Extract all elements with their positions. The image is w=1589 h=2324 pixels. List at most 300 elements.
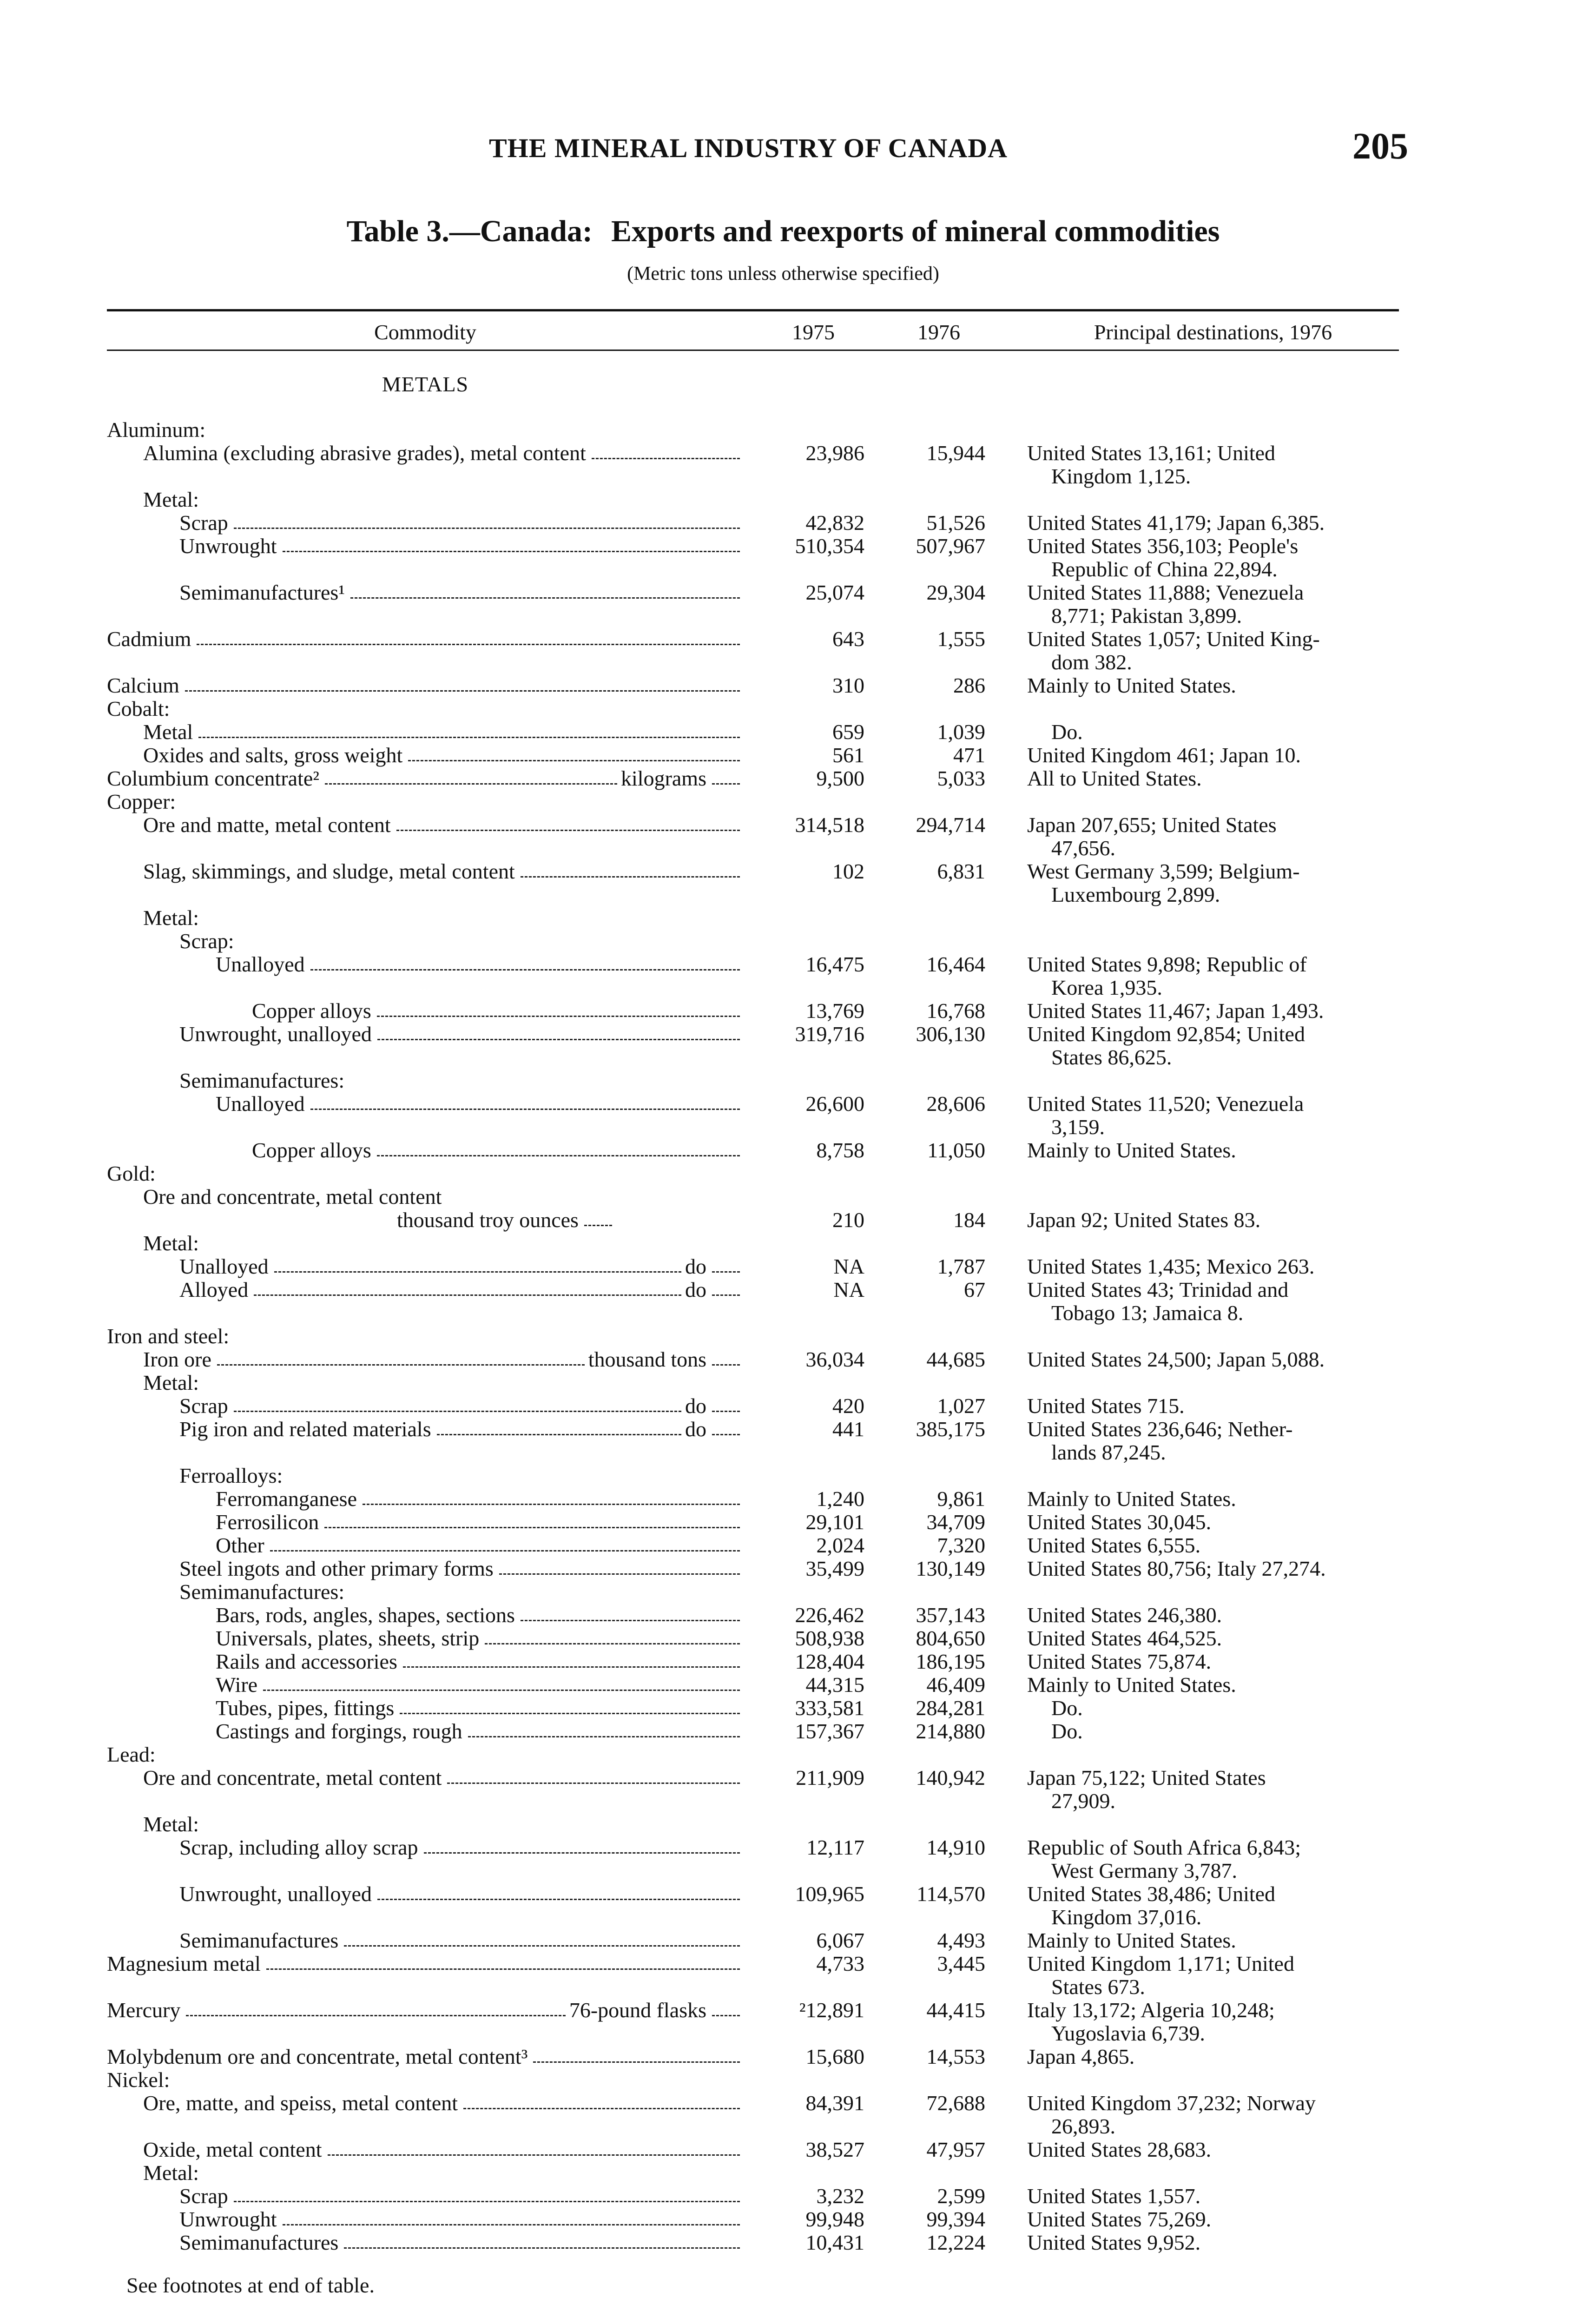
value-1976: 3,445 [937, 1952, 985, 1975]
table-row [0, 859, 1589, 906]
unit-label: 76-pound flasks [569, 1999, 706, 2022]
dot-leader [377, 1016, 740, 1017]
destinations-cell [1027, 860, 1399, 906]
value-1976: 6,831 [937, 859, 985, 883]
value-1976: 9,861 [937, 1487, 985, 1511]
dot-leader [344, 1945, 740, 1947]
table-row [0, 1766, 1589, 1813]
table-row [0, 1650, 1589, 1673]
destinations-cell [1027, 1208, 1399, 1232]
dot-leader [234, 1411, 681, 1412]
dot-leader [363, 1504, 740, 1505]
commodity-label: Semimanufactures¹ [179, 581, 345, 604]
value-1976: 471 [953, 743, 985, 767]
destinations-cell [1027, 1929, 1399, 1952]
value-1976: 114,570 [916, 1882, 985, 1906]
table-row [0, 1743, 1589, 1766]
destinations-cell [1027, 1394, 1399, 1418]
destinations-line: Do. [1051, 1696, 1083, 1720]
table-row [0, 1255, 1589, 1278]
value-1976: 16,768 [926, 999, 985, 1023]
commodity-cell [107, 1557, 744, 1580]
table-row [0, 2185, 1589, 2208]
destinations-cell [1027, 999, 1399, 1023]
commodity-label: Unwrought, unalloyed [179, 1023, 372, 1046]
value-1975: 226,462 [795, 1603, 864, 1627]
commodity-cell [107, 1627, 744, 1650]
column-header-destinations: Principal destinations, 1976 [1094, 320, 1332, 344]
destinations-cell [1027, 2092, 1399, 2138]
value-1976: 130,149 [916, 1557, 985, 1580]
dot-leader [712, 1434, 740, 1435]
destinations-line: 27,909. [1051, 1789, 1115, 1813]
destinations-cell [1027, 2185, 1399, 2208]
commodity-cell [107, 860, 744, 883]
destinations-cell [1027, 1627, 1399, 1650]
table-row [0, 1835, 1589, 1882]
value-1976: 294,714 [916, 813, 985, 837]
dot-leader [521, 876, 740, 878]
commodity-label: Semimanufactures: [179, 1580, 345, 1604]
table-row [0, 1627, 1589, 1650]
dot-leader [712, 2015, 740, 2016]
commodity-label: Cadmium [107, 627, 191, 651]
destinations-cell [1027, 1255, 1399, 1278]
value-1975: 128,404 [795, 1650, 864, 1673]
destinations-cell [1027, 744, 1399, 767]
table-row [0, 1371, 1589, 1394]
destinations-line: Kingdom 1,125. [1051, 464, 1191, 488]
table-row [0, 1092, 1589, 1139]
destinations-line: Do. [1051, 720, 1083, 744]
table-row [0, 906, 1589, 930]
value-1975: 3,232 [816, 2184, 864, 2208]
value-1975: 15,680 [805, 2045, 864, 2068]
destinations-cell [1027, 511, 1399, 535]
value-1975: 210 [832, 1208, 864, 1232]
destinations-line: United States 1,557. [1027, 2184, 1201, 2208]
commodity-cell [107, 1208, 744, 1232]
value-1975: 99,948 [805, 2207, 864, 2231]
table-row [0, 790, 1589, 813]
commodity-label: Metal: [143, 1232, 199, 1255]
destinations-cell [1027, 674, 1399, 697]
commodity-cell [107, 790, 744, 813]
dot-leader [712, 1364, 740, 1366]
table-row [0, 1022, 1589, 1069]
destinations-line: Mainly to United States. [1027, 1138, 1236, 1162]
destinations-line: Kingdom 37,016. [1051, 1905, 1202, 1929]
commodity-cell [107, 1418, 744, 1441]
commodity-cell [107, 1464, 744, 1487]
value-1976: 29,304 [926, 581, 985, 604]
commodity-label: Bars, rods, angles, shapes, sections [216, 1604, 515, 1627]
value-1975: 26,600 [805, 1092, 864, 1116]
commodity-cell [107, 511, 744, 535]
table-row [0, 1139, 1589, 1162]
commodity-cell [107, 1697, 744, 1720]
commodity-label: Semimanufactures [179, 2231, 339, 2254]
commodity-label: Aluminum: [107, 418, 206, 442]
destinations-line: United States 11,888; Venezuela [1027, 581, 1304, 604]
table-row [0, 2091, 1589, 2138]
commodity-cell [107, 720, 744, 744]
table-row [0, 813, 1589, 860]
destinations-cell [1027, 813, 1399, 860]
dot-leader [325, 783, 617, 785]
unit-label: thousand troy ounces [397, 1208, 579, 1232]
destinations-cell [1027, 1882, 1399, 1929]
value-1975: 8,758 [816, 1138, 864, 1162]
dot-leader [254, 1294, 681, 1296]
commodity-label: Ore and concentrate, metal content [143, 1766, 442, 1789]
commodity-cell [107, 2208, 744, 2231]
page-number: 205 [1352, 126, 1408, 167]
dot-leader [186, 2015, 565, 2016]
dot-leader [592, 458, 740, 459]
value-1975: 2,024 [816, 1533, 864, 1557]
destinations-line: United States 41,179; Japan 6,385. [1027, 511, 1325, 535]
destinations-line: United States 9,898; Republic of [1027, 952, 1307, 976]
commodity-cell [107, 1511, 744, 1534]
value-1975: NA [833, 1254, 864, 1278]
table-row [0, 930, 1589, 953]
dot-leader [408, 760, 740, 761]
commodity-cell [107, 1766, 744, 1789]
commodity-cell [107, 1580, 744, 1604]
value-1975: 109,965 [795, 1882, 864, 1906]
commodity-cell [107, 697, 744, 720]
value-1976: 46,409 [926, 1673, 985, 1697]
value-1975: 643 [832, 627, 864, 651]
commodity-cell [107, 581, 744, 604]
commodity-cell [107, 953, 744, 976]
destinations-line: United States 9,952. [1027, 2231, 1201, 2254]
destinations-line: United States 75,874. [1027, 1650, 1212, 1673]
dot-leader [396, 830, 740, 831]
commodity-label: Calcium [107, 674, 179, 697]
table-row [0, 1604, 1589, 1627]
table-row [0, 1534, 1589, 1557]
commodity-cell [107, 930, 744, 953]
commodity-label: Wire [216, 1673, 258, 1697]
destinations-line: Mainly to United States. [1027, 1673, 1236, 1697]
destinations-cell [1027, 767, 1399, 790]
commodity-label: Alloyed [179, 1278, 249, 1301]
table-row [0, 1394, 1589, 1418]
value-1976: 44,415 [926, 1998, 985, 2022]
unit-label: thousand tons [588, 1348, 706, 1371]
value-1975: 42,832 [805, 511, 864, 535]
value-1976: 99,394 [926, 2207, 985, 2231]
value-1975: 441 [832, 1417, 864, 1441]
commodity-cell [107, 1813, 744, 1836]
dot-leader [712, 1294, 740, 1296]
destinations-cell [1027, 1092, 1399, 1139]
table-row [0, 627, 1589, 674]
commodity-label: Metal: [143, 906, 199, 930]
commodity-label: Semimanufactures [179, 1929, 339, 1952]
value-1975: 38,527 [805, 2138, 864, 2161]
destinations-line: Japan 92; United States 83. [1027, 1208, 1261, 1232]
dot-leader [198, 737, 740, 738]
value-1975: 510,354 [795, 534, 864, 558]
value-1976: 1,555 [937, 627, 985, 651]
commodity-label: Scrap [179, 511, 228, 535]
commodity-label: Unalloyed [216, 953, 305, 976]
destinations-line: Mainly to United States. [1027, 1487, 1236, 1511]
value-1975: 508,938 [795, 1626, 864, 1650]
value-1975: 319,716 [795, 1022, 864, 1046]
value-1975: 420 [832, 1394, 864, 1418]
value-1976: 214,880 [916, 1719, 985, 1743]
table-top-rule [107, 309, 1399, 311]
value-1975: 314,518 [795, 813, 864, 837]
table-row [0, 999, 1589, 1023]
commodity-label: Unwrought [179, 535, 277, 558]
destinations-line: 47,656. [1051, 836, 1115, 860]
table-row [0, 1720, 1589, 1743]
unit-label: kilograms [621, 767, 706, 790]
dot-leader [521, 1620, 740, 1621]
commodity-label: Ferromanganese [216, 1487, 357, 1511]
destinations-line: Yugoslavia 6,739. [1051, 2021, 1205, 2045]
value-1976: 357,143 [916, 1603, 985, 1627]
table-row [0, 1185, 1589, 1208]
destinations-line: Korea 1,935. [1051, 976, 1162, 999]
column-header-commodity: Commodity [374, 320, 476, 344]
value-1976: 1,787 [937, 1254, 985, 1278]
commodity-label: Semimanufactures: [179, 1069, 345, 1092]
table-row [0, 2161, 1589, 2185]
destinations-cell [1027, 720, 1399, 744]
destinations-cell [1027, 535, 1399, 581]
commodity-cell [107, 1952, 744, 1975]
dot-leader [533, 2061, 740, 2063]
destinations-line: United States 43; Trinidad and [1027, 1278, 1289, 1301]
destinations-line: Japan 75,122; United States [1027, 1766, 1266, 1789]
table-row [0, 744, 1589, 767]
dot-leader [270, 1550, 740, 1552]
table-row [0, 767, 1589, 790]
commodity-label: Metal: [143, 1813, 199, 1836]
commodity-label: Slag, skimmings, and sludge, metal content [143, 860, 515, 883]
dot-leader [197, 644, 740, 645]
destinations-line: United States 356,103; People's [1027, 534, 1299, 558]
dot-leader [350, 597, 740, 599]
footnote-reference: See footnotes at end of table. [126, 2273, 375, 2297]
commodity-label: Castings and forgings, rough [216, 1720, 462, 1743]
commodity-label: Universals, plates, sheets, strip [216, 1627, 480, 1650]
commodity-label: Metal: [143, 488, 199, 511]
dot-leader [310, 969, 740, 971]
destinations-line: United States 80,756; Italy 27,274. [1027, 1557, 1326, 1580]
table-row [0, 720, 1589, 744]
destinations-cell [1027, 442, 1399, 488]
table-row [0, 697, 1589, 720]
value-1976: 67 [964, 1278, 985, 1301]
destinations-line: United States 236,646; Nether- [1027, 1417, 1293, 1441]
value-1975: 659 [832, 720, 864, 744]
destinations-line: Japan 207,655; United States [1027, 813, 1277, 837]
dot-leader [324, 1527, 740, 1528]
value-1975: 561 [832, 743, 864, 767]
value-1976: 4,493 [937, 1928, 985, 1952]
dot-leader [328, 2154, 740, 2156]
value-1976: 44,685 [926, 1347, 985, 1371]
commodity-label: Alumina (excluding abrasive grades), metal content [143, 442, 586, 465]
column-header-1976: 1976 [917, 320, 960, 344]
commodity-label: Oxide, metal content [143, 2138, 322, 2161]
commodity-cell [107, 2185, 744, 2208]
destinations-line: Mainly to United States. [1027, 1928, 1236, 1952]
commodity-label: Columbium concentrate² [107, 767, 320, 790]
commodity-cell [107, 1139, 744, 1162]
value-1976: 184 [953, 1208, 985, 1232]
dot-leader [185, 690, 740, 692]
table-row [0, 1697, 1589, 1720]
value-1975: 44,315 [805, 1673, 864, 1697]
destinations-line: United States 715. [1027, 1394, 1185, 1418]
value-1976: 51,526 [926, 511, 985, 535]
destinations-cell [1027, 1720, 1399, 1743]
commodity-label: Scrap, including alloy scrap [179, 1836, 418, 1859]
table-title [260, 214, 1306, 249]
commodity-cell [107, 1673, 744, 1697]
table-row [0, 2068, 1589, 2092]
destinations-line: United Kingdom 37,232; Norway [1027, 2091, 1316, 2115]
table-row [0, 441, 1589, 488]
dot-leader [274, 1271, 681, 1273]
table-row [0, 2138, 1589, 2161]
commodity-label: Unalloyed [216, 1092, 305, 1116]
table-row [0, 1417, 1589, 1464]
commodity-cell [107, 1836, 744, 1859]
destinations-line: All to United States. [1027, 766, 1202, 790]
table-row [0, 674, 1589, 697]
destinations-line: United States 6,555. [1027, 1533, 1201, 1557]
commodity-cell [107, 999, 744, 1023]
table-subtitle: (Metric tons unless otherwise specified) [627, 263, 939, 284]
commodity-label: Copper alloys [252, 1139, 371, 1162]
commodity-cell [107, 1487, 744, 1511]
dot-leader [712, 1271, 740, 1273]
commodity-label: Other [216, 1534, 264, 1557]
commodity-label: Unalloyed [179, 1255, 269, 1278]
commodity-cell [107, 1255, 744, 1278]
destinations-line: Republic of South Africa 6,843; [1027, 1835, 1301, 1859]
unit-label: do [685, 1394, 706, 1418]
destinations-line: United States 464,525. [1027, 1626, 1222, 1650]
destinations-cell [1027, 1139, 1399, 1162]
commodity-label: Iron ore [143, 1348, 211, 1371]
value-1976: 306,130 [916, 1022, 985, 1046]
value-1975: 25,074 [805, 581, 864, 604]
commodity-cell [107, 906, 744, 930]
destinations-line: 3,159. [1051, 1115, 1105, 1139]
table-row [0, 1673, 1589, 1697]
dot-leader [266, 1968, 740, 1970]
destinations-line: United States 11,467; Japan 1,493. [1027, 999, 1324, 1023]
commodity-cell [107, 1743, 744, 1766]
table-row [0, 1998, 1589, 2045]
destinations-cell [1027, 1418, 1399, 1464]
destinations-cell [1027, 581, 1399, 627]
dot-leader [344, 2247, 740, 2249]
unit-label: do [685, 1278, 706, 1301]
commodity-cell [107, 2068, 744, 2092]
destinations-cell [1027, 1023, 1399, 1069]
commodity-label: Scrap: [179, 930, 234, 953]
destinations-cell [1027, 1650, 1399, 1673]
table-row [0, 1882, 1589, 1929]
value-1975: 12,117 [806, 1835, 864, 1859]
value-1976: 14,910 [926, 1835, 985, 1859]
table-row [0, 418, 1589, 442]
table-row [0, 1278, 1589, 1325]
dot-leader [584, 1225, 612, 1226]
destinations-cell [1027, 1511, 1399, 1534]
value-1975: 35,499 [805, 1557, 864, 1580]
commodity-label: Cobalt: [107, 697, 170, 720]
table-row [0, 1325, 1589, 1348]
value-1976: 72,688 [926, 2091, 985, 2115]
value-1976: 12,224 [926, 2231, 985, 2254]
commodity-cell [107, 2161, 744, 2185]
commodity-cell [107, 674, 744, 697]
value-1976: 11,050 [927, 1138, 985, 1162]
destinations-cell [1027, 1836, 1399, 1882]
commodity-cell [107, 1534, 744, 1557]
commodity-label: Magnesium metal [107, 1952, 261, 1975]
commodity-cell [107, 1650, 744, 1673]
dot-leader [485, 1643, 740, 1644]
value-1976: 385,175 [916, 1417, 985, 1441]
section-heading-metals: METALS [382, 372, 469, 396]
value-1976: 47,957 [926, 2138, 985, 2161]
destinations-line: 26,893. [1051, 2114, 1115, 2138]
table-row [0, 511, 1589, 535]
destinations-line: United States 75,269. [1027, 2207, 1212, 2231]
destinations-line: United States 28,683. [1027, 2138, 1212, 2161]
commodity-cell [107, 442, 744, 465]
table-row [0, 1511, 1589, 1534]
commodity-label: Ferroalloys: [179, 1464, 283, 1487]
dot-leader [499, 1573, 740, 1575]
destinations-cell [1027, 1487, 1399, 1511]
destinations-line: United States 24,500; Japan 5,088. [1027, 1347, 1325, 1371]
commodity-label: Rails and accessories [216, 1650, 397, 1673]
table-row [0, 1162, 1589, 1185]
unit-label: do [685, 1255, 706, 1278]
value-1975: 36,034 [805, 1347, 864, 1371]
destinations-cell [1027, 1604, 1399, 1627]
commodity-label: Molybdenum ore and concentrate, metal content³ [107, 2045, 528, 2068]
commodity-label: Ferrosilicon [216, 1511, 319, 1534]
destinations-line: Tobago 13; Jamaica 8. [1051, 1301, 1244, 1325]
dot-leader [712, 1411, 740, 1412]
dot-leader [310, 1109, 740, 1110]
value-1976: 5,033 [937, 766, 985, 790]
table-row [0, 1232, 1589, 1255]
dot-leader [283, 551, 740, 552]
destinations-cell [1027, 2138, 1399, 2161]
commodity-label: Mercury [107, 1999, 181, 2022]
destinations-cell [1027, 627, 1399, 674]
commodity-label: Metal: [143, 2161, 199, 2185]
value-1976: 804,650 [916, 1626, 985, 1650]
value-1976: 28,606 [926, 1092, 985, 1116]
